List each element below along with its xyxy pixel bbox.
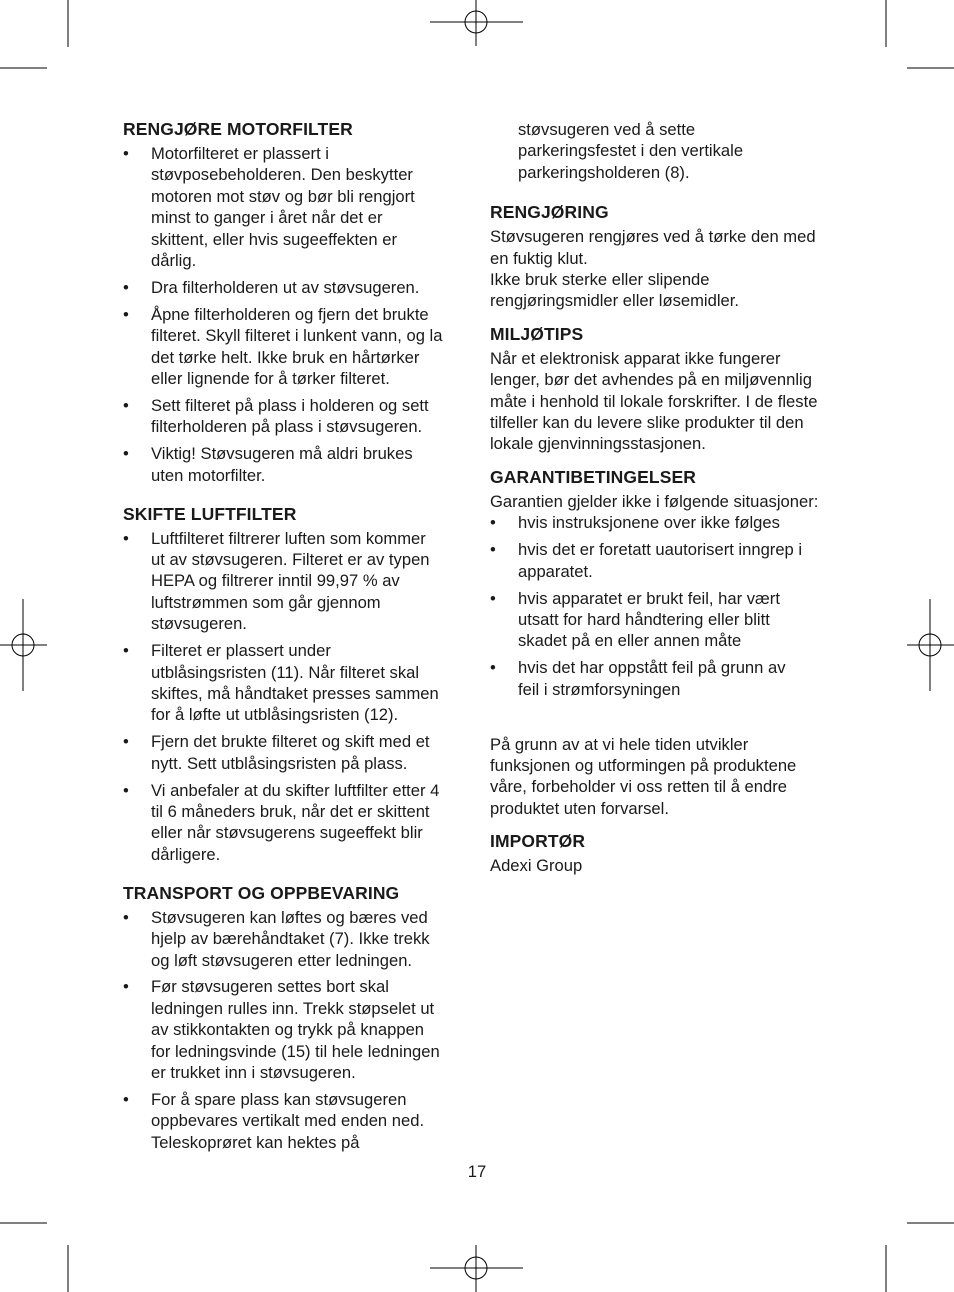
right-column xyxy=(490,119,835,877)
bullet-icon: • xyxy=(123,528,129,548)
luftfilter-list xyxy=(123,528,465,866)
list-item: • Fjern det brukte filteret og skift med et nytt. Sett utblåsingsristen på plass. xyxy=(123,732,430,773)
list-item: • Viktig! Støvsugeren må aldri brukes uten motorfilter. xyxy=(123,444,413,485)
list-item: • Filteret er plassert under utblåsingsristen (11). Når filteret skal skiftes, må håndtaket presses sammen for å løfte ut utblåsingsristen (12). xyxy=(123,641,439,725)
section-heading-miljotips: MILJØTIPS xyxy=(490,323,584,344)
registration-mark-top xyxy=(430,0,523,46)
rengjoring-text: Støvsugeren rengjøres ved å tørke den med en fuktig klut. Ikke bruk sterke eller slipende rengjøringsmidler eller løsemidler. xyxy=(490,227,816,311)
registration-mark-left xyxy=(0,599,47,691)
list-item: • Dra filterholderen ut av støvsugeren. xyxy=(123,277,420,297)
garanti-intro: Garantien gjelder ikke i følgende situasjoner: xyxy=(490,491,819,511)
list-item: • hvis det er foretatt uautorisert inngrep i apparatet. xyxy=(490,540,803,581)
list-item: • Åpne filterholderen og fjern det brukte filteret. Skyll filteret i lunkent vann, og la det tørke helt. Ikke bruk en hårtørker eller lignende for å tørker filteret. xyxy=(123,304,443,389)
miljotips-text: Når et elektronisk apparat ikke fungerer lenger, bør det avhendes på en miljøvennlig måte i henhold til lokale forskrifter. I de fleste tilfeller kan du levere slike produkter til den lokale gjenvinningsstasjonen. xyxy=(490,348,818,454)
list-item: • hvis instruksjonene over ikke følges xyxy=(490,513,780,533)
bullet-icon: • xyxy=(123,144,129,163)
list-item: • Før støvsugeren settes bort skal ledningen rulles inn. Trekk støpselet ut av stikkontakten og trykk på knappen for ledningsvinde (15) til hele ledningen er trukket inn i støvsugeren. xyxy=(123,977,440,1083)
bullet-icon: • xyxy=(490,540,496,560)
continued-list-text: støvsugeren ved å sette parkeringsfestet i den vertikale parkeringsholderen (8). xyxy=(518,120,744,182)
page-number: 17 xyxy=(467,1162,487,1181)
bullet-icon: • xyxy=(123,732,129,752)
bullet-icon: • xyxy=(123,977,129,997)
bullet-icon: • xyxy=(123,277,129,297)
transport-list xyxy=(123,907,465,1153)
list-item: • Vi anbefaler at du skifter luftfilter etter 4 til 6 måneders bruk, når det er skittent eller når støvsugerens sugeeffekt blir dårligere. xyxy=(123,780,440,864)
list-item: • Motorfilteret er plassert i støvposebeholderen. Den beskytter motoren mot støv og bør bli rengjort minst to ganger i året når det er skittent, eller hvis sugeeffekten er dårlig. xyxy=(123,144,415,271)
section-heading-rengjoring: RENGJØRING xyxy=(490,202,609,223)
bullet-icon: • xyxy=(490,658,496,678)
list-item: • Støvsugeren kan løftes og bæres ved hjelp av bærehåndtaket (7). Ikke trekk og løft støvsugeren etter ledningen. xyxy=(123,907,430,970)
bullet-icon: • xyxy=(123,1089,129,1109)
importor-text: Adexi Group xyxy=(490,856,583,876)
list-item: • hvis det har oppstått feil på grunn av feil i strømforsyningen xyxy=(490,658,786,699)
registration-mark-bottom xyxy=(430,1245,523,1292)
list-item: • For å spare plass kan støvsugeren oppbevares vertikalt med enden ned. Teleskoprøret kan hektes på xyxy=(123,1089,425,1152)
list-item: • Luftfilteret filtrerer luften som kommer ut av støvsugeren. Filteret er av typen HEPA og filtrerer inntil 99,97 % av luftstrømmen som går gjennom støvsugeren. xyxy=(123,528,430,634)
section-heading-rengjore-motorfilter: RENGJØRE MOTORFILTER xyxy=(123,119,353,139)
left-column xyxy=(123,119,465,1159)
list-item: • Sett filteret på plass i holderen og sett filterholderen på plass i støvsugeren. xyxy=(123,395,429,437)
section-heading-skifte-luftfilter: SKIFTE LUFTFILTER xyxy=(123,503,297,524)
bullet-icon: • xyxy=(123,907,129,927)
bullet-icon: • xyxy=(490,513,496,533)
bullet-icon: • xyxy=(123,641,129,661)
bullet-icon: • xyxy=(123,395,129,415)
bullet-icon: • xyxy=(123,444,129,464)
section-heading-garantibetingelser: GARANTIBETINGELSER xyxy=(490,466,696,487)
section-heading-transport: TRANSPORT OG OPPBEVARING xyxy=(123,882,400,903)
motorfilter-list xyxy=(123,143,465,486)
section-heading-importor: IMPORTØR xyxy=(490,831,586,852)
bullet-icon: • xyxy=(490,588,496,608)
garanti-note: På grunn av at vi hele tiden utvikler funksjonen og utformingen på produktene våre, forbeholder vi oss retten til å endre produktet uten forvarsel. xyxy=(490,734,797,818)
list-item: • hvis apparatet er brukt feil, har vært utsatt for hard håndtering eller blitt skadet på en eller annen måte xyxy=(490,588,780,651)
bullet-icon: • xyxy=(123,304,129,324)
bullet-icon: • xyxy=(123,780,129,800)
garanti-list xyxy=(490,512,835,700)
registration-mark-right xyxy=(907,599,954,691)
